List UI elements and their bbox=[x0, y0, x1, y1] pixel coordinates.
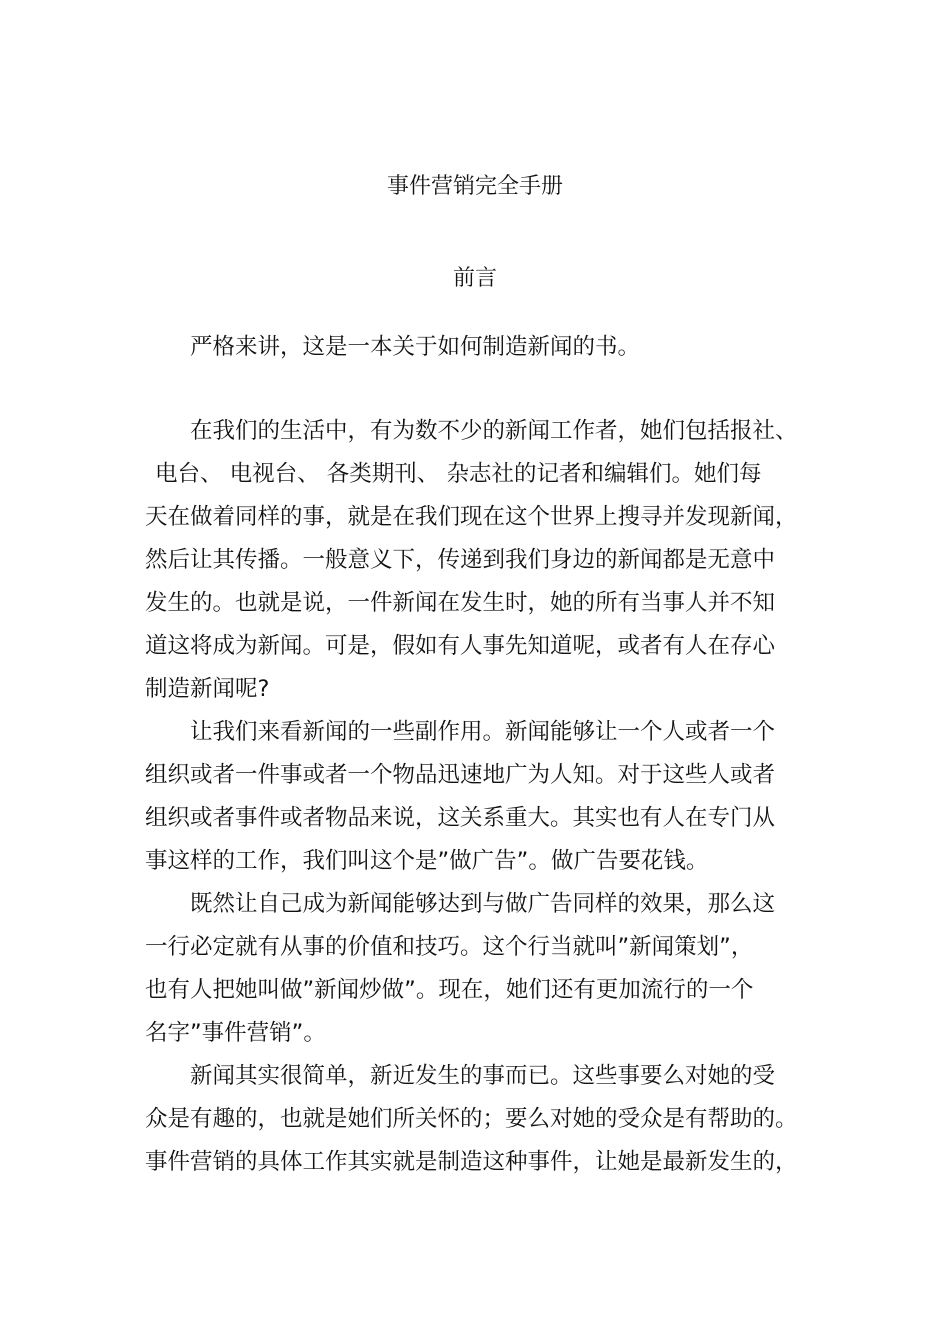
section-heading: 前言 bbox=[452, 266, 497, 291]
paragraph-line: 道这将成为新闻。可是，假如有人事先知道呢，或者有人在存心 bbox=[145, 633, 776, 659]
paragraph-line: 事这样的工作，我们叫这个是”做广告”。做广告要花钱。 bbox=[145, 848, 709, 874]
paragraph-line: 也有人把她叫做”新闻炒做”。现在，她们还有更加流行的一个 bbox=[145, 977, 754, 1003]
paragraph-line: 一行必定就有从事的价值和技巧。这个行当就叫”新闻策划”， bbox=[145, 934, 754, 960]
paragraph-line: 然后让其传播。一般意义下，传递到我们身边的新闻都是无意中 bbox=[145, 547, 776, 573]
paragraph-line: 既然让自己成为新闻能够达到与做广告同样的效果，那么这 bbox=[190, 891, 776, 917]
document-title: 事件营销完全手册 bbox=[386, 174, 563, 199]
paragraph-line: 名字”事件营销”。 bbox=[145, 1020, 326, 1046]
paragraph-line: 让我们来看新闻的一些副作用。新闻能够让一个人或者一个 bbox=[190, 719, 776, 745]
paragraph-line: 制造新闻呢? bbox=[145, 676, 270, 702]
paragraph-line: 电台、 电视台、 各类期刊、 杂志社的记者和编辑们。她们每 bbox=[155, 461, 762, 487]
paragraph-line: 新闻其实很简单，新近发生的事而已。这些事要么对她的受 bbox=[190, 1063, 776, 1089]
paragraph-line: 众是有趣的，也就是她们所关怀的；要么对她的受众是有帮助的。 bbox=[145, 1106, 798, 1132]
paragraph-line: 组织或者事件或者物品来说，这关系重大。其实也有人在专门从 bbox=[145, 805, 776, 831]
paragraph-line: 发生的。也就是说，一件新闻在发生时，她的所有当事人并不知 bbox=[145, 590, 776, 616]
paragraph-line: 组织或者一件事或者一个物品迅速地广为人知。对于这些人或者 bbox=[145, 762, 776, 788]
paragraph-line: 天在做着同样的事，就是在我们现在这个世界上搜寻并发现新闻， bbox=[145, 504, 798, 530]
paragraph-line: 严格来讲，这是一本关于如何制造新闻的书。 bbox=[190, 334, 641, 360]
paragraph-line: 在我们的生活中，有为数不少的新闻工作者，她们包括报社、 bbox=[190, 418, 798, 444]
paragraph-line: 事件营销的具体工作其实就是制造这种事件，让她是最新发生的， bbox=[145, 1149, 798, 1175]
